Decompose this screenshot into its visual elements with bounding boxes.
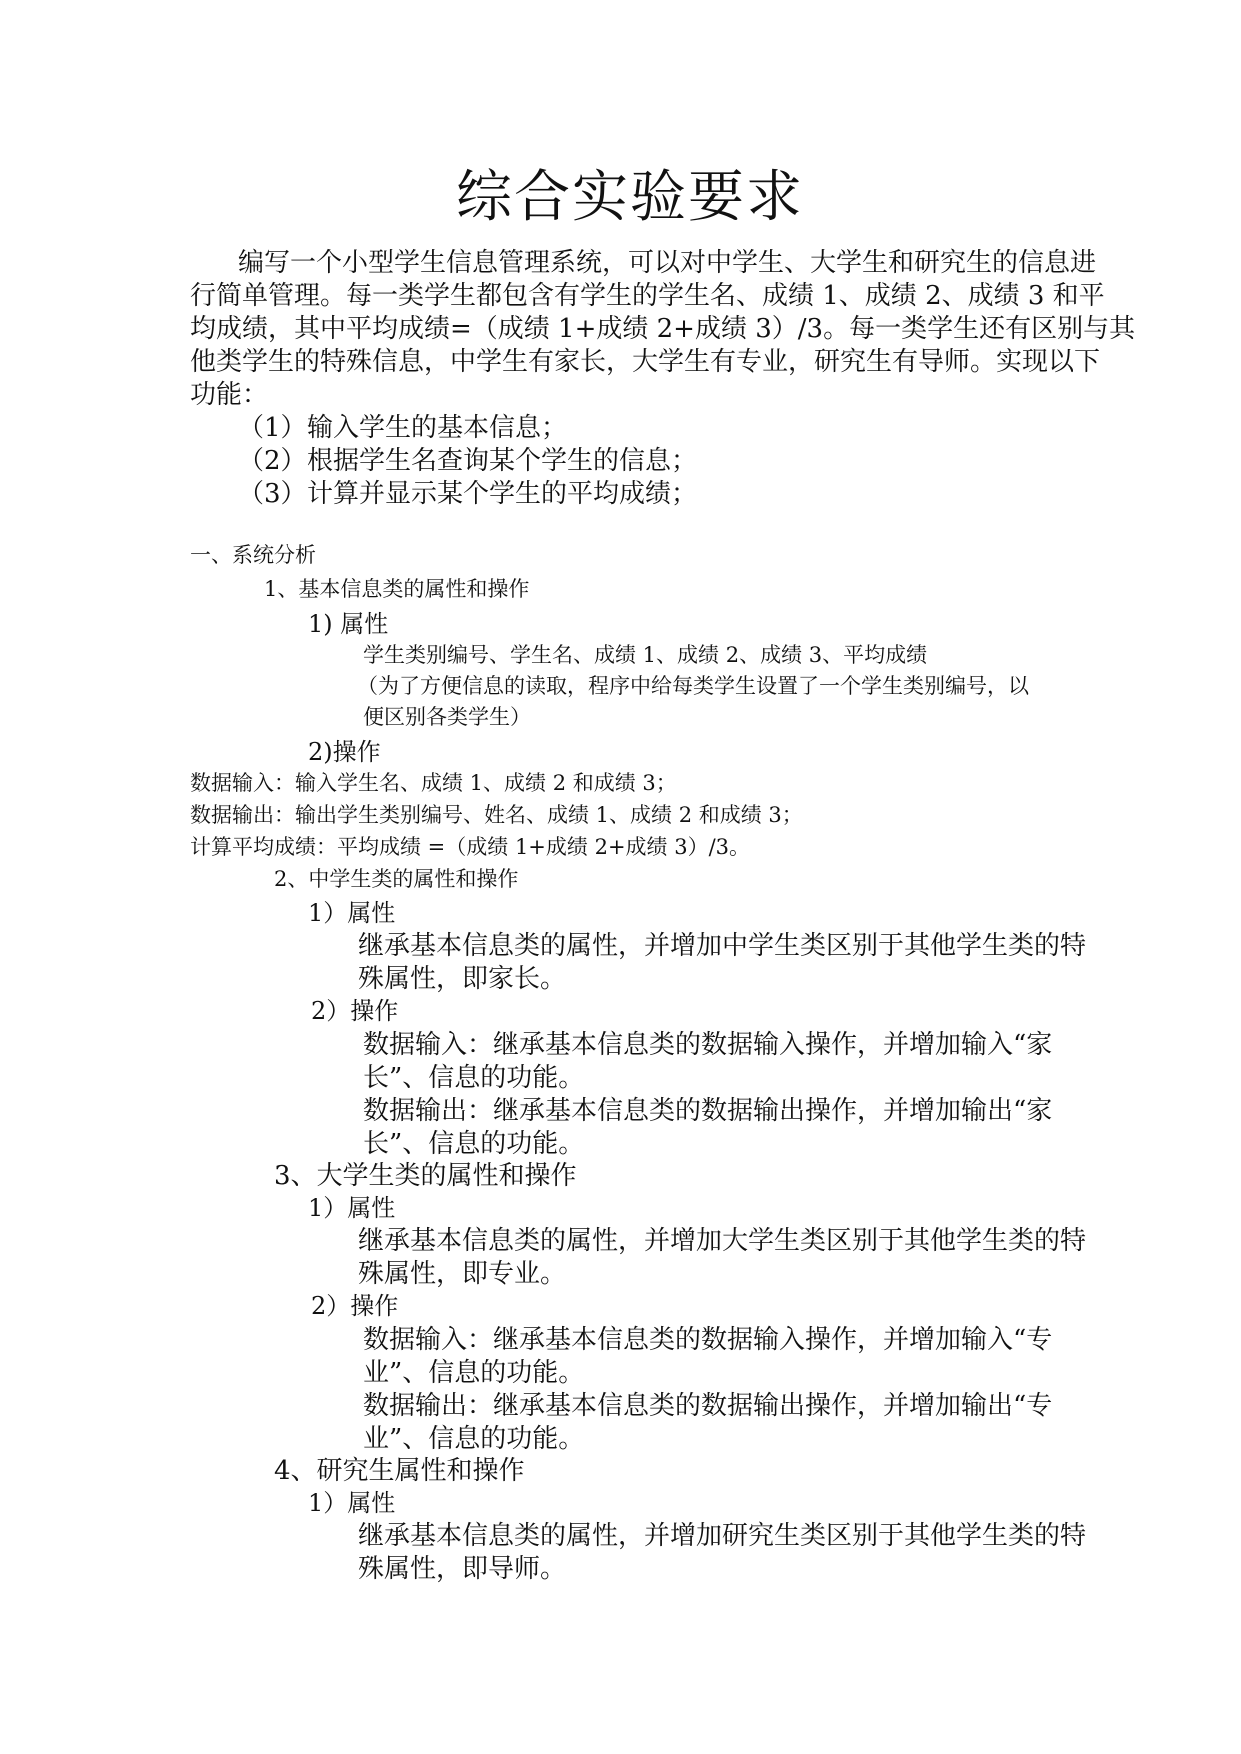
section-3-attr-label: 1）属性 bbox=[308, 1194, 396, 1222]
section-1-attr-label: 1) 属性 bbox=[308, 610, 389, 638]
section-4-attr-line-1: 继承基本信息类的属性，并增加研究生类区别于其他学生类的特 bbox=[358, 1521, 1087, 1551]
section-2-attr-label: 1）属性 bbox=[308, 899, 396, 927]
section-3-op-label: 2）操作 bbox=[311, 1292, 399, 1320]
section-2-attr-line-2: 殊属性，即家长。 bbox=[358, 964, 567, 994]
section-4-attr-label: 1）属性 bbox=[308, 1489, 396, 1517]
section-2-heading: 2、中学生类的属性和操作 bbox=[274, 867, 519, 891]
section-2-op-line-1: 数据输入：继承基本信息类的数据输入操作，并增加输入“家 bbox=[363, 1030, 1053, 1060]
intro-line-2: 行简单管理。每一类学生都包含有学生的学生名、成绩 1、成绩 2、成绩 3 和平 bbox=[190, 281, 1105, 311]
function-text-2: 根据学生名查询某个学生的信息； bbox=[307, 446, 698, 476]
section-1-attr-line-3: 便区别各类学生） bbox=[363, 705, 531, 729]
section-1-op-line-1: 数据输入：输入学生名、成绩 1、成绩 2 和成绩 3； bbox=[190, 771, 677, 795]
function-text-1: 输入学生的基本信息； bbox=[307, 413, 568, 443]
function-number-1: （1） bbox=[238, 413, 307, 443]
page-title: 综合实验要求 bbox=[456, 165, 804, 230]
section-4-attr-line-2: 殊属性，即导师。 bbox=[358, 1554, 567, 1584]
section-3-attr-line-2: 殊属性，即专业。 bbox=[358, 1259, 567, 1289]
section-1-heading: 1、基本信息类的属性和操作 bbox=[264, 577, 530, 601]
intro-line-5: 功能： bbox=[190, 380, 269, 410]
analysis-heading: 一、系统分析 bbox=[190, 543, 316, 567]
section-1-op-line-2: 数据输出：输出学生类别编号、姓名、成绩 1、成绩 2 和成绩 3； bbox=[190, 803, 803, 827]
section-3-attr-line-1: 继承基本信息类的属性，并增加大学生类区别于其他学生类的特 bbox=[358, 1226, 1087, 1256]
section-3-op-line-4: 业”、信息的功能。 bbox=[363, 1424, 585, 1454]
section-2-op-line-3: 数据输出：继承基本信息类的数据输出操作，并增加输出“家 bbox=[363, 1096, 1053, 1126]
section-3-op-line-3: 数据输出：继承基本信息类的数据输出操作，并增加输出“专 bbox=[363, 1391, 1053, 1421]
section-2-attr-line-1: 继承基本信息类的属性，并增加中学生类区别于其他学生类的特 bbox=[358, 931, 1087, 961]
section-1-attr-line-2: （为了方便信息的读取，程序中给每类学生设置了一个学生类别编号，以 bbox=[357, 674, 1029, 698]
section-3-op-line-1: 数据输入：继承基本信息类的数据输入操作，并增加输入“专 bbox=[363, 1325, 1053, 1355]
section-1-attr-line-1: 学生类别编号、学生名、成绩 1、成绩 2、成绩 3、平均成绩 bbox=[363, 643, 928, 667]
section-1-op-line-3: 计算平均成绩：平均成绩 =（成绩 1+成绩 2+成绩 3）/3。 bbox=[190, 835, 751, 859]
section-2-op-line-4: 长”、信息的功能。 bbox=[363, 1129, 585, 1159]
section-3-heading: 3、大学生类的属性和操作 bbox=[274, 1161, 577, 1191]
function-text-3: 计算并显示某个学生的平均成绩； bbox=[307, 479, 698, 509]
intro-line-3: 均成绩，其中平均成绩=（成绩 1+成绩 2+成绩 3）/3。每一类学生还有区别与其 bbox=[190, 314, 1136, 344]
function-number-3: （3） bbox=[238, 479, 307, 509]
section-4-heading: 4、研究生属性和操作 bbox=[274, 1456, 525, 1486]
intro-line-4: 他类学生的特殊信息，中学生有家长，大学生有专业，研究生有导师。实现以下 bbox=[190, 347, 1101, 377]
section-1-op-label: 2)操作 bbox=[308, 738, 381, 766]
section-2-op-label: 2）操作 bbox=[311, 997, 399, 1025]
section-3-op-line-2: 业”、信息的功能。 bbox=[363, 1358, 585, 1388]
intro-line-1: 编写一个小型学生信息管理系统，可以对中学生、大学生和研究生的信息进 bbox=[238, 248, 1097, 278]
function-number-2: （2） bbox=[238, 446, 307, 476]
section-2-op-line-2: 长”、信息的功能。 bbox=[363, 1063, 585, 1093]
